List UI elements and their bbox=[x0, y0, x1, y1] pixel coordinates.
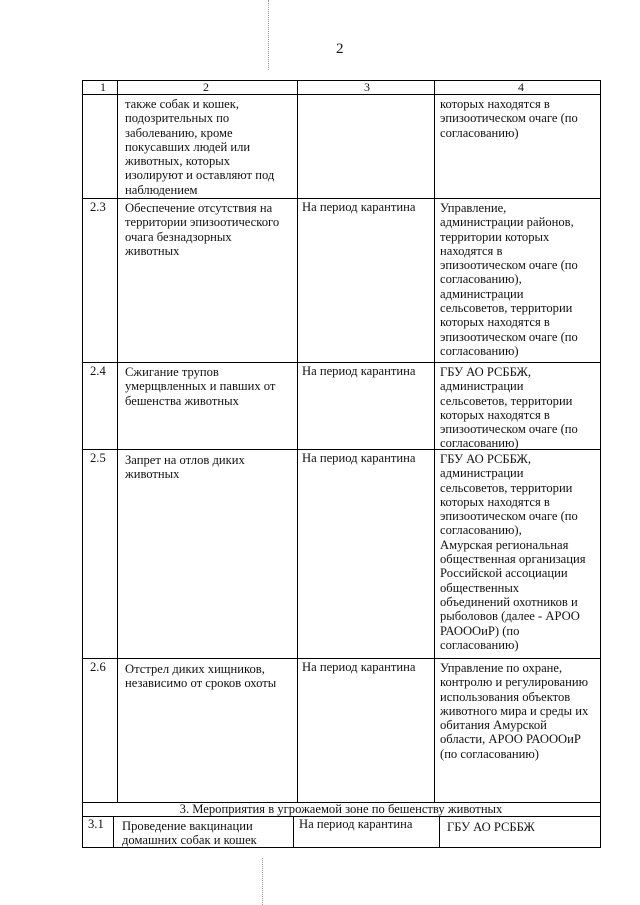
table-cell-responsible: ГБУ АО РСББЖ bbox=[447, 820, 535, 834]
table-cell-term: На период карантина bbox=[302, 364, 416, 378]
table-cell-measure: Обеспечение отсутствия на территории эпизоотического очага безнадзорных животных bbox=[125, 201, 280, 258]
table-cell-number: 2.4 bbox=[90, 364, 106, 378]
table-cell-term: На период карантина bbox=[302, 451, 416, 465]
table-cell-number: 2.5 bbox=[90, 451, 106, 465]
table-cell-responsible: ГБУ АО РСББЖ, администрации сельсоветов, территории которых находятся в эпизоотическом очаге (по согласованию) bbox=[440, 365, 578, 451]
table-border-right bbox=[600, 80, 601, 847]
table-cell-term: На период карантина bbox=[299, 817, 413, 831]
table-cell-measure: Сжигание трупов умерщвленных и павших от бешенства животных bbox=[125, 365, 276, 408]
table-cell-responsible: ГБУ АО РСББЖ, администрации сельсоветов, территории которых находятся в эпизоотическом очаге (по согласованию), Амурская региональная общественная организация Российской ассоциации общественных объединений охотников и рыболовов (далее - АРОО РАОООиР) (по согласованию) bbox=[440, 452, 586, 652]
header-col-4: 4 bbox=[518, 80, 524, 94]
table-cell-responsible: которых находятся в эпизоотическом очаге (по согласованию) bbox=[440, 97, 578, 140]
table-col-rule-1-last bbox=[113, 816, 114, 847]
table-cell-measure: также собак и кошек, подозрительных по заболеванию, кроме покусавших людей или животных, которых изолируют и оставляют под наблюдением bbox=[125, 97, 275, 197]
table-row-rule-4 bbox=[82, 658, 601, 659]
header-col-1: 1 bbox=[100, 80, 106, 94]
table-header-rule bbox=[82, 94, 601, 95]
table-cell-number: 3.1 bbox=[88, 817, 104, 831]
table-col-rule-2 bbox=[297, 80, 298, 803]
header-col-3: 3 bbox=[364, 80, 370, 94]
scan-mark-bottom bbox=[262, 858, 263, 905]
table-cell-responsible: Управление, администрации районов, территории которых находятся в эпизоотическом очаге (по согласованию), администрации сельсоветов, территории которых находятся в эпизоотическом очаге (по согласованию) bbox=[440, 201, 578, 358]
table-cell-term: На период карантина bbox=[302, 200, 416, 214]
header-col-2: 2 bbox=[203, 80, 209, 94]
table-border-left bbox=[82, 80, 83, 847]
table-col-rule-2-last bbox=[293, 816, 294, 847]
table-row-rule-1 bbox=[82, 198, 601, 199]
table-col-rule-1 bbox=[117, 80, 118, 803]
table-cell-term: На период карантина bbox=[302, 660, 416, 674]
table-cell-number: 2.3 bbox=[90, 200, 106, 214]
page-number: 2 bbox=[336, 41, 344, 57]
table-cell-responsible: Управление по охране, контролю и регулированию использования объектов животного мира и среды их обитания Амурской области, АРОО РАОООиР (по согласованию) bbox=[440, 661, 589, 761]
table-row-rule-2 bbox=[82, 362, 601, 363]
table-col-rule-3 bbox=[434, 80, 435, 803]
table-cell-measure: Проведение вакцинации домашних собак и кошек bbox=[122, 819, 257, 848]
table-cell-number: 2.6 bbox=[90, 660, 106, 674]
table-col-rule-3-last bbox=[439, 816, 440, 847]
section-title: 3. Мероприятия в угрожаемой зоне по бешенству животных bbox=[179, 802, 503, 816]
scan-mark-top bbox=[268, 0, 269, 70]
table-cell-measure: Запрет на отлов диких животных bbox=[125, 453, 245, 482]
table-cell-measure: Отстрел диких хищников, независимо от сроков охоты bbox=[125, 662, 277, 691]
